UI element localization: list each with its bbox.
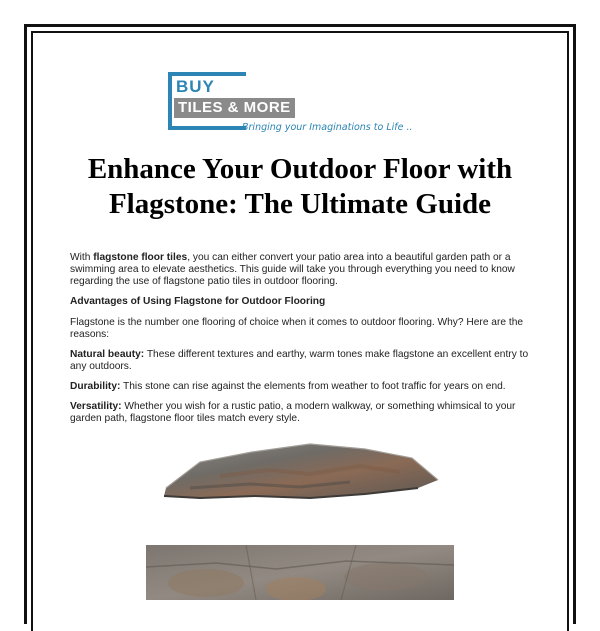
flagstone-patio-photo <box>146 545 454 600</box>
advantage-text: This stone can rise against the elements from weather to foot traffic for years on end. <box>120 381 506 392</box>
article-body <box>70 252 532 433</box>
advantages-lead: Flagstone is the number one flooring of choice when it comes to outdoor flooring. Why? Here are the reasons: <box>70 317 524 340</box>
intro-paragraph <box>70 252 532 288</box>
advantage-item <box>70 381 532 393</box>
advantage-item <box>70 349 532 373</box>
flagstone-slab-image <box>160 440 440 502</box>
advantage-text: These different textures and earthy, warm tones make flagstone an excellent entry to any outdoors. <box>70 349 529 372</box>
logo-line-2: TILES & MORE <box>174 98 295 118</box>
advantage-item <box>70 401 532 425</box>
intro-rest: , you can either convert your patio area into a beautiful garden path or a swimming area to elevate aesthetics. This guide will take you through everything you need to know regarding the use of flagstone patio tiles in outdoor flooring. <box>70 252 515 287</box>
advantage-label: Versatility: <box>70 401 122 412</box>
page-title: Enhance Your Outdoor Floor with Flagstone: The Ultimate Guide <box>87 153 513 220</box>
logo-tagline: Bringing your Imaginations to Life .. <box>242 122 413 133</box>
brand-logo <box>168 72 448 134</box>
logo-line-1: BUY <box>176 77 215 96</box>
intro-link-text: flagstone floor tiles <box>93 252 188 263</box>
advantage-label: Natural beauty: <box>70 349 145 360</box>
intro-lead: With <box>70 252 94 263</box>
advantage-text: Whether you wish for a rustic patio, a modern walkway, or something whimsical to your garden path, flagstone floor tiles match every style. <box>70 401 516 424</box>
advantages-heading: Advantages of Using Flagstone for Outdoor Flooring <box>70 296 326 307</box>
advantage-label: Durability: <box>70 381 121 392</box>
